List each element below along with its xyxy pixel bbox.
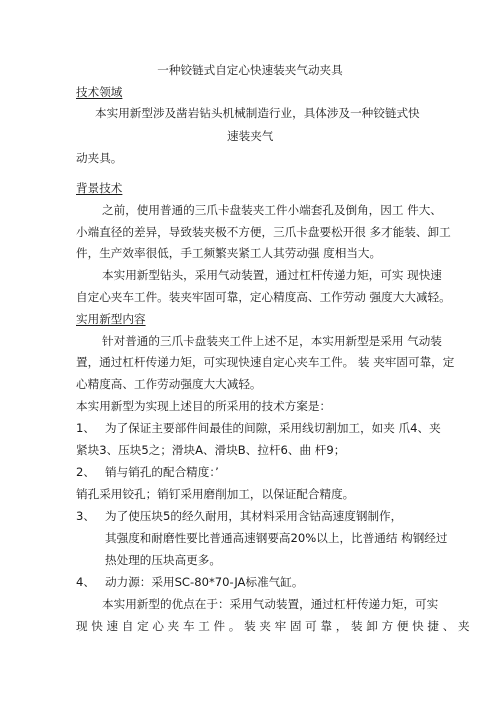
paragraph-line: 心精度高、工作劳动强度大大减轻。 xyxy=(76,377,262,391)
list-item-text: 为了保证主要部件间最佳的间隙，采用线切割加工，如夹 爪4、夹 xyxy=(105,421,441,435)
paragraph-line: 本实用新型涉及凿岩钻头机械制造行业，具体涉及一种铰链式快 xyxy=(95,106,420,120)
list-item-text: 其强度和耐磨性要比普通高速钢要高20%以上，比普通结 构钢经过 xyxy=(105,531,448,545)
paragraph-line: 本实用新型为实现上述目的所采用的技术方案是： xyxy=(76,399,332,413)
paragraph-line: 本实用新型钻头，采用气动装置，通过杠杆传递力矩，可实 现快速 xyxy=(102,268,442,282)
list-item-number: 2、 xyxy=(76,465,95,479)
paragraph-line: 件，生产效率很低，手工频繁夹紧工人其劳动强 度相当大。 xyxy=(76,246,382,260)
list-item-text: 销孔采用铰孔；销钉采用磨削加工，以保证配合精度。 xyxy=(76,487,355,501)
list-item-text: 动力源：采用SC-80*70-JA标准气缸。 xyxy=(105,575,304,589)
heading-content: 实用新型内容 xyxy=(76,312,146,326)
paragraph-line: 动夹具。 xyxy=(76,151,123,165)
doc-title: 一种铰链式自定心快速装夹气动夹具 xyxy=(157,63,343,77)
paragraph-line: 现 快 速 自 定 心 夹 车 工 件 。 装 夹 牢 固 可 靠 ， 装 卸 方 便 快 捷 、 夹 xyxy=(76,619,470,633)
list-item-text: 为了使压块5的经久耐用，其材料采用含钴高速度钢制作， xyxy=(105,509,403,523)
paragraph-line: 置，通过杠杆传递力矩，可实现快速自定心夹车工件。 装 夹牢固可靠，定 xyxy=(76,355,455,369)
paragraph-line: 速装夹气 xyxy=(227,129,274,143)
heading-background: 背景技术 xyxy=(76,181,123,195)
list-item-number: 1、 xyxy=(76,421,95,435)
paragraph-line: 针对普通的三爪卡盘装夹工件上述不足，本实用新型是采用 气动装 xyxy=(102,334,442,348)
paragraph-line: 自定心夹车工件。装夹牢固可靠，定心精度高、工作劳动 强度大大减轻。 xyxy=(76,290,451,304)
list-item-text: 紧块3、压块5之；滑块A、滑块B、拉杆6、曲 杆9； xyxy=(76,443,346,457)
list-item-text: 热处理的压块高更多。 xyxy=(105,553,221,567)
list-item-number: 3、 xyxy=(76,509,95,523)
paragraph-line: 之前，使用普通的三爪卡盘装夹工件小端套孔及倒角，因工 件大、 xyxy=(102,203,442,217)
paragraph-line: 小端直径的差异，导致装夹极不方便，三爪卡盘要松开很 多才能装、卸工 xyxy=(76,225,451,239)
list-item-number: 4、 xyxy=(76,575,95,589)
paragraph-line: 本实用新型的优点在于：采用气动装置，通过杠杆传递力矩，可实 xyxy=(102,597,439,611)
list-item-text: 销与销孔的配合精度：’ xyxy=(105,465,219,479)
heading-tech-field: 技术领域 xyxy=(76,85,123,99)
